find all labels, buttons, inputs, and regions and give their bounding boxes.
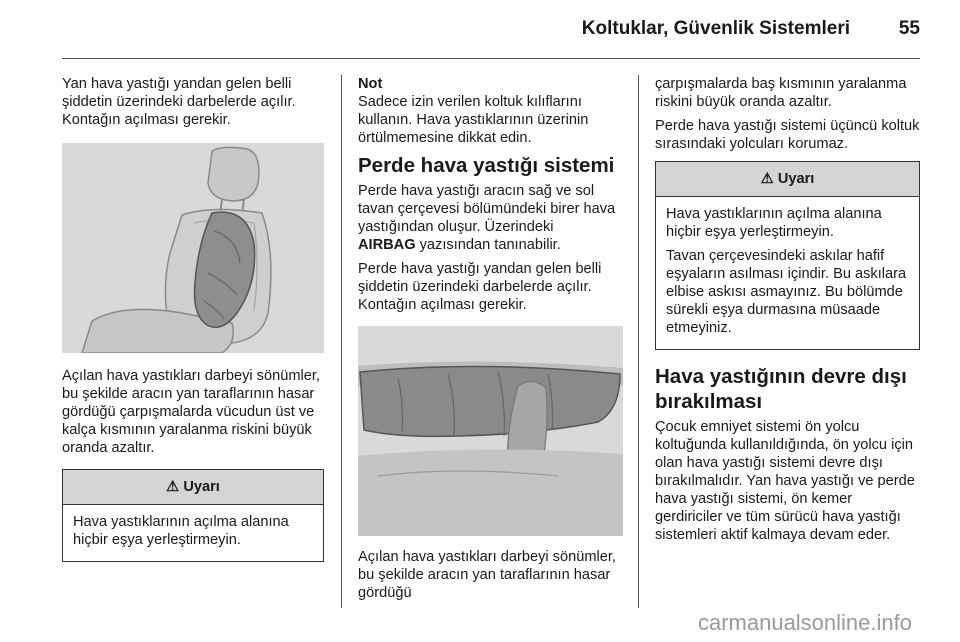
header-divider xyxy=(62,58,920,59)
warning-box xyxy=(655,161,920,350)
warning-header xyxy=(656,162,919,197)
warning-triangle-icon: ⚠ xyxy=(166,479,180,495)
page-number: 55 xyxy=(898,18,920,39)
paragraph: Yan hava yastığı yandan gelen belli şiddetin üzerindeki darbelerde açılır. Kontağın açılması gerekir. xyxy=(62,76,296,128)
note-text: Sadece izin verilen koltuk kılıflarını kullanın. Hava yastıklarının üzerinin örtülmemesine dikkat edin. xyxy=(358,94,589,146)
column-divider xyxy=(341,75,342,608)
column-1 xyxy=(62,75,324,562)
section-heading: Hava yastığının devre dışı bırakılması xyxy=(655,365,907,413)
section-heading: Perde hava yastığı sistemi xyxy=(358,154,615,177)
side-airbag-illustration xyxy=(62,143,324,353)
watermark: carmanualsonline.info xyxy=(697,610,912,635)
warning-title: Uyarı xyxy=(777,171,815,187)
note-title: Not xyxy=(358,76,383,92)
paragraph: Perde hava yastığı yandan gelen belli şiddetin üzerindeki darbelerde açılır. Kontağın açılması gerekir. xyxy=(358,261,602,313)
paragraph-text: Perde hava yastığı aracın sağ ve sol tavan çerçevesi bölümündeki birer hava yastığından oluşur. Üzerindeki xyxy=(358,183,616,235)
chapter-title: Koltuklar, Güvenlik Sistemleri xyxy=(581,18,850,39)
car-interior-illustration xyxy=(358,326,623,536)
column-divider xyxy=(638,75,639,608)
warning-title: Uyarı xyxy=(183,479,220,495)
seat-illustration xyxy=(62,143,324,353)
column-3 xyxy=(655,75,920,550)
warning-text: Hava yastıklarının açılma alanına hiçbir eşya yerleştirmeyin. xyxy=(666,206,882,240)
paragraph: Perde hava yastığı sistemi üçüncü koltuk sırasındaki yolcuları korumaz. xyxy=(655,118,920,152)
warning-box xyxy=(62,469,324,562)
paragraph: çarpışmalarda baş kısmının yaralanma riskini büyük oranda azaltır. xyxy=(655,76,907,110)
warning-triangle-icon: ⚠ xyxy=(760,171,774,187)
page-header xyxy=(62,18,920,48)
paragraph xyxy=(358,182,623,254)
paragraph: Açılan hava yastıkları darbeyi sönümler, bu şekilde aracın yan taraflarının hasar gördüğü xyxy=(358,549,616,601)
column-2 xyxy=(358,75,623,608)
paragraph: Açılan hava yastıkları darbeyi sönümler, bu şekilde aracın yan taraflarının hasar gördüğü çarpışmalarda vücudun üst ve kalça kısmının yaralanma riskini büyük oranda azaltır. xyxy=(62,368,320,456)
warning-text: Tavan çerçevesindeki askılar hafif eşyaların asılması içindir. Bu askılara elbise askısı asmayınız. Bu bölümde sürekli eşya durmasına müsaade etmeyiniz. xyxy=(666,248,907,336)
warning-text: Hava yastıklarının açılma alanına hiçbir eşya yerleştirmeyin. xyxy=(73,514,289,548)
warning-body xyxy=(63,505,323,561)
paragraph-text: yazısından tanınabilir. xyxy=(415,237,561,253)
airbag-label: AIRBAG xyxy=(358,237,416,253)
curtain-airbag-illustration xyxy=(358,326,623,536)
warning-header xyxy=(63,470,323,505)
paragraph: Çocuk emniyet sistemi ön yolcu koltuğunda kullanıldığında, ön yolcu için olan hava yastığı sistemi devre dışı bırakılmalıdır. Yan hava yastığı ve perde hava yastığı sistemi, ön kemer gerdiriciler ve tüm sürücü hava yastığı sistemleri aktif kalmaya devam eder. xyxy=(655,419,915,543)
warning-body xyxy=(656,197,919,349)
